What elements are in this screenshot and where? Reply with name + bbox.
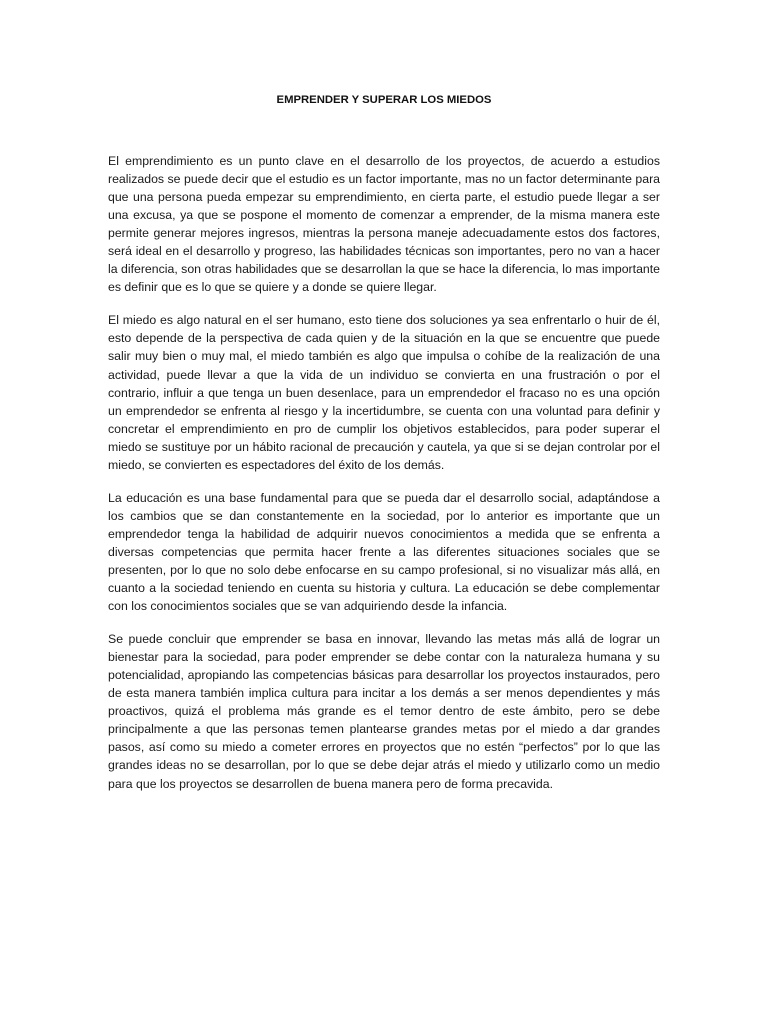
paragraph-1: El emprendimiento es un punto clave en el desarrollo de los proyectos, de acuerdo a estudios realizados se puede decir que el estudio es un factor importante, mas no un factor determinante para que una persona pueda empezar su emprendimiento, en cierta parte, el estudio puede llegar a ser una excusa, ya que se pospone el momento de comenzar a emprender, de la misma manera este permite generar mejores ingresos, mientras la persona maneje adecuadamente estos dos factores, será ideal en el desarrollo y progreso, las habilidades técnicas son importantes, pero no van a hacer la diferencia, son otras habilidades que se desarrollan la que se hace la diferencia, lo mas importante es definir que es lo que se quiere y a donde se quiere llegar. — [108, 154, 660, 295]
paragraph-3: La educación es una base fundamental para que se pueda dar el desarrollo social, adaptándose a los cambios que se dan constantemente en la sociedad, por lo anterior es importante que un emprendedor tenga la habilidad de adquirir nuevos conocimientos a medida que se enfrenta a diversas competencias que permita hacer frente a las diferentes situaciones sociales que se presenten, por lo que no solo debe enfocarse en su campo profesional, si no visualizar más allá, en cuanto a la sociedad teniendo en cuenta su historia y cultura. La educación se debe complementar con los conocimientos sociales que se van adquiriendo desde la infancia. — [108, 490, 660, 614]
paragraph-4: Se puede concluir que emprender se basa en innovar, llevando las metas más allá de lograr un bienestar para la sociedad, para poder emprender se debe contar con la naturaleza humana y su potencialidad, apropiando las competencias básicas para desarrollar los proyectos instaurados, pero de esta manera también implica cultura para incitar a los demás a ser menos dependientes y más proactivos, quizá el problema más grande es el temor dentro de este ámbito, pero se debe principalmente a que las personas temen plantearse grandes metas por el miedo a dar grandes pasos, así como su miedo a cometer errores en proyectos que no estén “perfectos” por lo que las grandes ideas no se desarrollan, por lo que se debe dejar atrás el miedo y utilizarlo como un medio para que los proyectos se desarrollen de buena manera pero de forma precavida. — [108, 632, 660, 791]
document-body — [108, 152, 660, 808]
document-title: EMPRENDER Y SUPERAR LOS MIEDOS — [276, 94, 492, 106]
paragraph-2: El miedo es algo natural en el ser humano, esto tiene dos soluciones ya sea enfrentarlo o huir de él, esto depende de la perspectiva de cada quien y de la situación en la que se encuentre que puede salir muy bien o muy mal, el miedo también es algo que impulsa o cohíbe de la realización de una actividad, puede llevar a que la vida de un individuo se convierta en una frustración o por el contrario, influir a que tenga un buen desenlace, para un emprendedor el fracaso no es una opción un emprendedor se enfrenta al riesgo y la incertidumbre, se cuenta con una voluntad para definir y concretar el emprendimiento en pro de cumplir los objetivos establecidos, para poder superar el miedo se sustituye por un hábito racional de precaución y cautela, ya que si se dejan controlar por el miedo, se convierten es espectadores del éxito de los demás. — [108, 313, 660, 472]
